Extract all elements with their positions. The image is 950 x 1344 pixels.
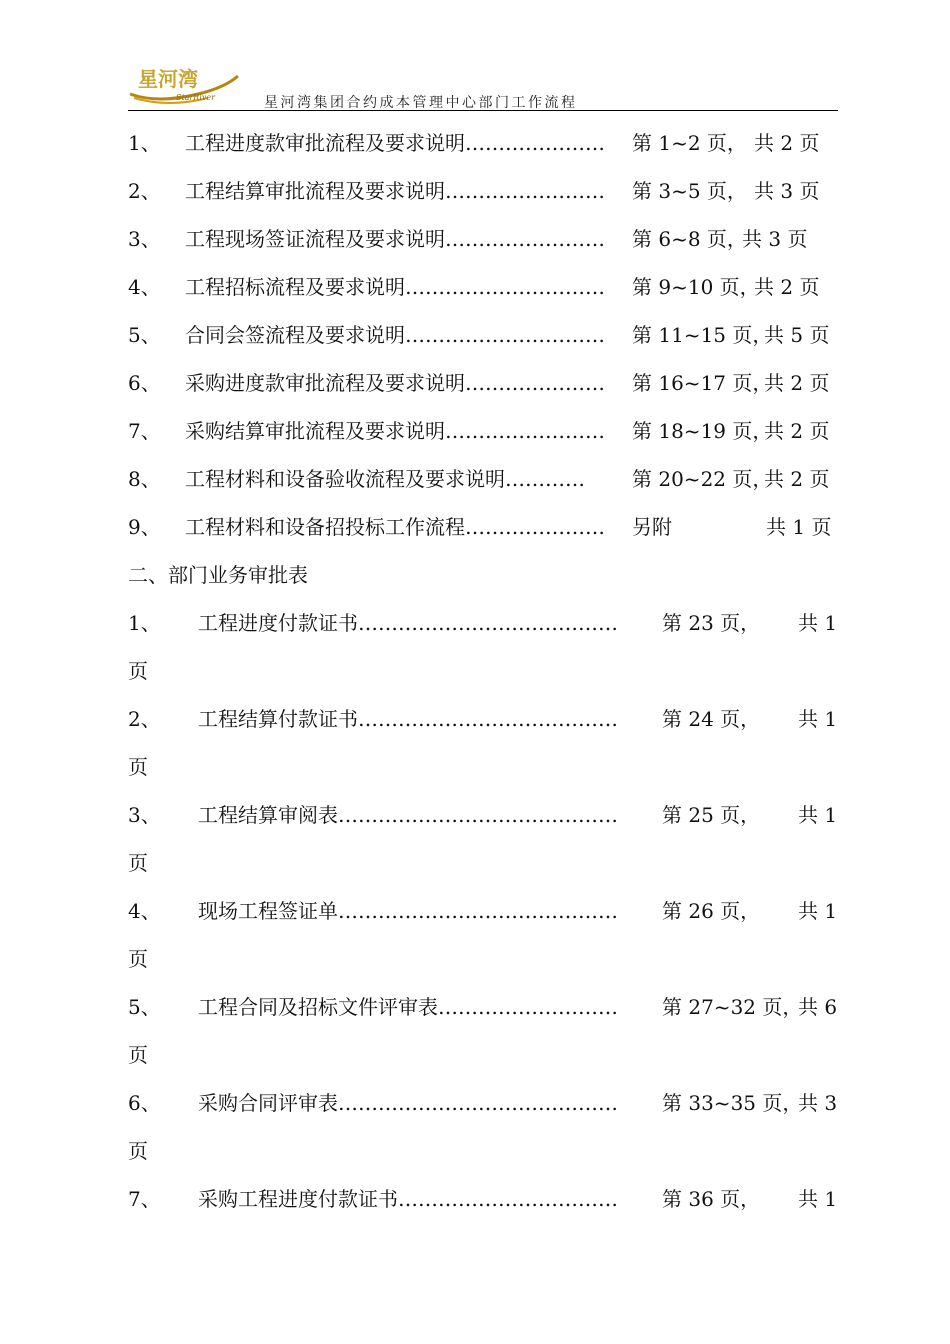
- toc-number: 9、: [128, 515, 161, 539]
- toc-pages: 第 20~22 页，: [632, 467, 773, 491]
- star-river-logo: [128, 64, 240, 108]
- toc-pages: 第 23 页，: [662, 611, 761, 635]
- toc-desc: 现场工程签证单……………………………………: [198, 899, 618, 923]
- toc-total: 共 1 页: [766, 515, 832, 539]
- toc-number: 2、: [128, 707, 161, 731]
- toc-total: 共 6: [798, 995, 838, 1019]
- toc-total: 共 2 页: [764, 371, 830, 395]
- toc-pages: 第 11~15 页，: [632, 323, 773, 347]
- toc-pages: 第 36 页，: [662, 1187, 761, 1211]
- toc-number: 3、: [128, 227, 161, 251]
- toc-desc: 工程结算审阅表……………………………………: [198, 803, 618, 827]
- toc-number: 2、: [128, 179, 161, 203]
- toc-wrap: 页: [128, 851, 148, 875]
- toc-desc: 采购结算审批流程及要求说明……………………: [185, 419, 605, 443]
- toc-pages: 第 16~17 页，: [632, 371, 773, 395]
- toc-pages: 第 3~5 页，: [632, 179, 747, 203]
- toc-desc: 工程进度款审批流程及要求说明…………………: [185, 131, 605, 155]
- toc-wrap: 页: [128, 1139, 148, 1163]
- page-header: [128, 64, 838, 112]
- toc-pages: 第 9~10 页，: [632, 275, 760, 299]
- toc-total: 共 2 页: [754, 275, 820, 299]
- toc-wrap: 页: [128, 659, 148, 683]
- toc-total: 共 1: [798, 899, 838, 923]
- toc-pages: 第 33~35 页，: [662, 1091, 803, 1115]
- toc-number: 7、: [128, 1187, 161, 1211]
- toc-pages: 第 26 页，: [662, 899, 761, 923]
- toc-total: 共 3 页: [742, 227, 808, 251]
- toc-desc: 采购进度款审批流程及要求说明…………………: [185, 371, 605, 395]
- toc-wrap: 页: [128, 1043, 148, 1067]
- toc-pages: 第 25 页，: [662, 803, 761, 827]
- toc-pages: 另附: [632, 515, 672, 539]
- toc-total: 共 2 页: [764, 467, 830, 491]
- toc-total: 共 5 页: [764, 323, 830, 347]
- toc-pages: 第 27~32 页，: [662, 995, 803, 1019]
- logo-sub: StarRiver: [176, 93, 215, 102]
- toc-total: 共 3: [798, 1091, 838, 1115]
- toc-pages: 第 24 页，: [662, 707, 761, 731]
- toc-number: 6、: [128, 1091, 161, 1115]
- toc-desc: 工程材料和设备招投标工作流程…………………: [185, 515, 605, 539]
- toc-number: 8、: [128, 467, 161, 491]
- toc-pages: 第 6~8 页，: [632, 227, 747, 251]
- toc-number: 1、: [128, 131, 161, 155]
- toc-number: 4、: [128, 899, 161, 923]
- toc-desc: 工程结算审批流程及要求说明……………………: [185, 179, 605, 203]
- toc-desc: 合同会签流程及要求说明…………………………: [185, 323, 605, 347]
- toc-desc: 工程材料和设备验收流程及要求说明…………: [185, 467, 585, 491]
- toc-desc: 工程现场签证流程及要求说明……………………: [185, 227, 605, 251]
- toc-total: 共 1: [798, 707, 838, 731]
- toc-wrap: 页: [128, 947, 148, 971]
- toc-desc: 工程合同及招标文件评审表………………………: [198, 995, 618, 1019]
- toc-number: 5、: [128, 323, 161, 347]
- toc-total: 共 1: [798, 1187, 838, 1211]
- header-title: 星河湾集团合约成本管理中心部门工作流程: [264, 95, 578, 111]
- toc-desc: 采购合同评审表……………………………………: [198, 1091, 618, 1115]
- toc-desc: 工程招标流程及要求说明…………………………: [185, 275, 605, 299]
- toc-wrap: 页: [128, 755, 148, 779]
- toc-number: 4、: [128, 275, 161, 299]
- logo-text: 星河湾: [138, 67, 198, 91]
- toc-desc: 工程进度付款证书…………………………………: [198, 611, 618, 635]
- toc-desc: 采购工程进度付款证书……………………………: [198, 1187, 618, 1211]
- toc-total: 共 2 页: [764, 419, 830, 443]
- toc-number: 1、: [128, 611, 161, 635]
- toc-total: 共 3 页: [754, 179, 820, 203]
- toc-total: 共 2 页: [754, 131, 820, 155]
- toc-total: 共 1: [798, 611, 838, 635]
- toc-total: 共 1: [798, 803, 838, 827]
- toc-number: 7、: [128, 419, 161, 443]
- section-title: 二、部门业务审批表: [128, 563, 308, 587]
- toc-desc: 工程结算付款证书…………………………………: [198, 707, 618, 731]
- toc-number: 5、: [128, 995, 161, 1019]
- toc-number: 6、: [128, 371, 161, 395]
- toc-number: 3、: [128, 803, 161, 827]
- header-rule: [128, 110, 838, 111]
- toc-pages: 第 1~2 页，: [632, 131, 747, 155]
- toc-pages: 第 18~19 页，: [632, 419, 773, 443]
